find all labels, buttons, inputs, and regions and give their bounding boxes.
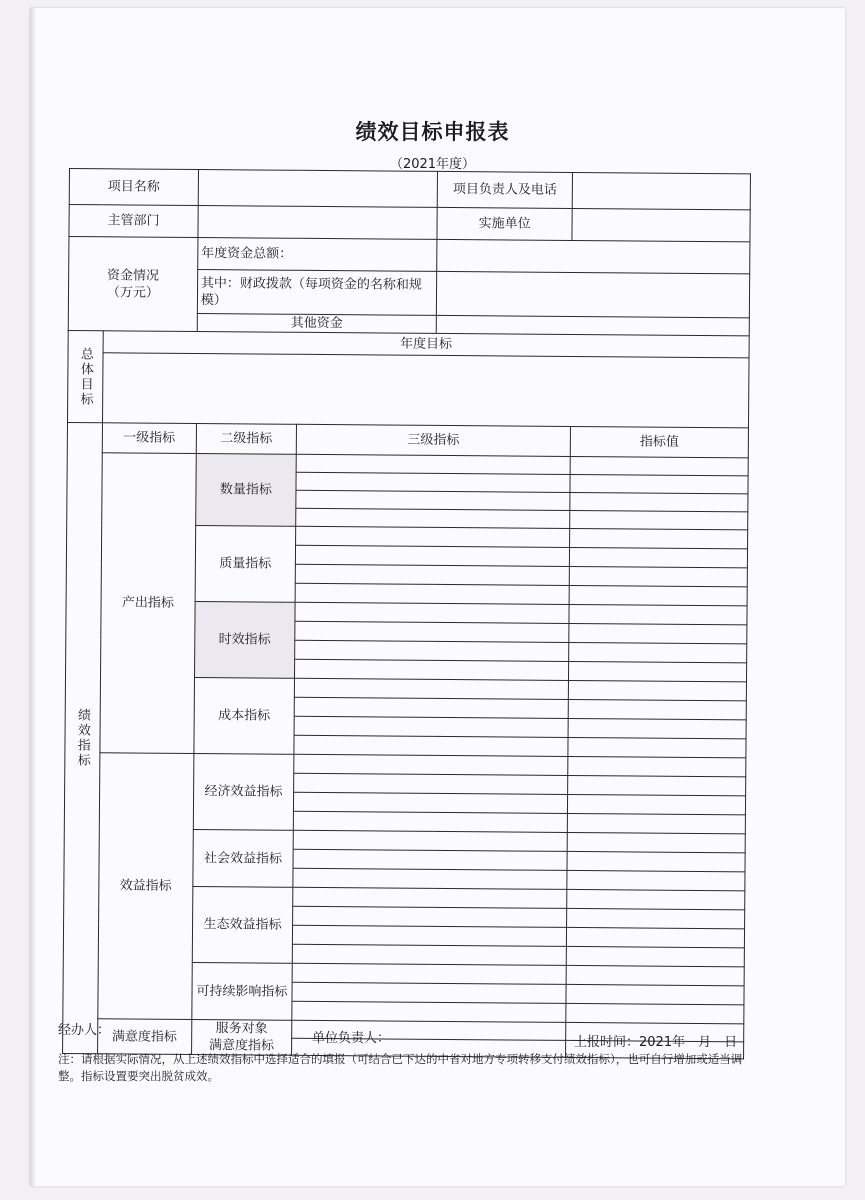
value-cell[interactable]: [569, 642, 747, 662]
other-funds-label: 其他资金: [197, 314, 436, 334]
value-cell[interactable]: [570, 456, 748, 475]
level3-cell[interactable]: [295, 621, 569, 642]
value-cell[interactable]: [569, 623, 747, 643]
value-cell[interactable]: [570, 474, 748, 493]
level1-header: 一级指标: [102, 423, 196, 454]
level2-sustainable: 可持续影响指标: [192, 962, 293, 1020]
annual-goal-header: 年度目标: [103, 331, 749, 358]
project-name-label: 项目名称: [69, 169, 198, 206]
level3-cell[interactable]: [294, 697, 568, 718]
value-cell[interactable]: [566, 984, 744, 1004]
value-cell[interactable]: [569, 547, 747, 567]
level3-cell[interactable]: [292, 1001, 566, 1022]
level2-economic: 经济效益指标: [193, 753, 294, 830]
value-cell[interactable]: [567, 794, 745, 814]
value-cell[interactable]: [566, 965, 744, 985]
value-cell[interactable]: [568, 756, 746, 776]
project-name-value[interactable]: [198, 170, 438, 208]
level3-cell[interactable]: [294, 716, 568, 737]
annual-goal-value[interactable]: [102, 353, 749, 428]
indicator-value-header: 指标值: [570, 426, 748, 457]
value-cell[interactable]: [567, 889, 745, 909]
funding-label: [68, 237, 198, 332]
funding-label-line2: （万元）: [106, 284, 160, 301]
department-label: 主管部门: [69, 205, 198, 238]
value-cell[interactable]: [569, 566, 747, 586]
unit-lead-label: 单位负责人：: [312, 1031, 391, 1046]
level2-timeliness: 时效指标: [194, 602, 295, 679]
service-line1: 服务对象: [215, 1021, 268, 1037]
level3-cell[interactable]: [293, 887, 567, 908]
level3-cell[interactable]: [293, 811, 567, 832]
level3-cell[interactable]: [292, 963, 566, 984]
level1-benefit: 效益指标: [98, 753, 194, 1020]
level3-cell[interactable]: [293, 792, 567, 813]
level3-cell[interactable]: [296, 472, 570, 492]
level2-header: 二级指标: [196, 424, 296, 455]
level2-quantity: 数量指标: [196, 454, 297, 527]
level3-cell[interactable]: [295, 602, 569, 623]
value-cell[interactable]: [566, 1003, 744, 1023]
project-lead-value[interactable]: [572, 172, 750, 209]
level2-service-satisfaction: [191, 1019, 291, 1055]
level3-cell[interactable]: [292, 944, 566, 965]
value-cell[interactable]: [569, 585, 747, 605]
form-year: （2021年度）: [389, 157, 476, 172]
level2-social: 社会效益指标: [193, 829, 294, 887]
value-cell[interactable]: [568, 718, 746, 738]
value-cell[interactable]: [568, 699, 746, 719]
level3-cell[interactable]: [295, 583, 569, 604]
fiscal-allocation-value[interactable]: [436, 271, 749, 317]
level3-cell[interactable]: [294, 754, 568, 775]
handler-label: 经办人：: [58, 1023, 111, 1038]
footnote: 注：请根据实际情况，从上述绩效指标中选择适合的填报（可结合已下达的中省对地方专项转移支付绩效指标），也可自行增加或适当调整。指标设置要突出脱贫成效。: [58, 1052, 743, 1083]
value-cell[interactable]: [569, 661, 747, 681]
level3-cell[interactable]: [295, 659, 569, 680]
level3-cell[interactable]: [295, 564, 569, 585]
value-cell[interactable]: [567, 851, 745, 871]
value-cell[interactable]: [566, 927, 744, 947]
fiscal-allocation-label: 其中：财政拨款（每项资金的名称和规模）: [197, 270, 437, 316]
level3-cell[interactable]: [295, 545, 569, 566]
project-lead-label: 项目负责人及电话: [437, 171, 572, 208]
value-cell[interactable]: [570, 510, 748, 529]
value-cell[interactable]: [568, 680, 746, 700]
performance-goal-table: [62, 168, 751, 1059]
report-time-label: 上报时间：2021年 月 日: [574, 1035, 738, 1050]
level2-ecological: 生态效益指标: [192, 886, 293, 963]
impl-unit-label: 实施单位: [437, 207, 572, 240]
value-cell[interactable]: [567, 813, 745, 833]
level3-cell[interactable]: [294, 735, 568, 756]
value-cell[interactable]: [566, 946, 744, 966]
level2-quality: 质量指标: [195, 526, 296, 603]
level3-cell[interactable]: [292, 982, 566, 1003]
level3-cell[interactable]: [294, 773, 568, 794]
level1-output: 产出指标: [100, 453, 196, 754]
level3-cell[interactable]: [296, 508, 570, 528]
annual-total-label: 年度资金总额：: [198, 238, 437, 272]
form-title: 绩效目标申报表: [355, 119, 510, 144]
department-value[interactable]: [198, 206, 437, 240]
value-cell[interactable]: [567, 908, 745, 928]
level3-cell[interactable]: [293, 830, 567, 851]
funding-label-line1: 资金情况: [107, 267, 160, 284]
value-cell[interactable]: [570, 492, 748, 511]
level3-header: 三级指标: [296, 424, 570, 456]
value-cell[interactable]: [570, 528, 748, 548]
value-cell[interactable]: [569, 604, 747, 624]
perf-indicators-label: 绩效指标: [63, 422, 103, 1053]
value-cell[interactable]: [568, 775, 746, 795]
level3-cell[interactable]: [296, 526, 570, 547]
level3-cell[interactable]: [296, 454, 570, 474]
overall-goal-label: 总体目标: [68, 330, 103, 422]
level3-cell[interactable]: [293, 868, 567, 889]
level3-cell[interactable]: [296, 490, 570, 510]
level1-satisfaction: 满意度指标: [97, 1019, 191, 1055]
annual-total-value[interactable]: [437, 239, 750, 273]
level3-cell[interactable]: [293, 906, 567, 927]
level2-cost: 成本指标: [194, 678, 295, 755]
value-cell[interactable]: [567, 870, 745, 890]
level3-cell[interactable]: [292, 925, 566, 946]
value-cell[interactable]: [567, 832, 745, 852]
level3-cell[interactable]: [293, 849, 567, 870]
level3-cell[interactable]: [294, 678, 568, 699]
service-line2: 满意度指标: [208, 1038, 275, 1054]
impl-unit-value[interactable]: [572, 208, 750, 241]
value-cell[interactable]: [568, 737, 746, 757]
level3-cell[interactable]: [295, 640, 569, 661]
paper-edge-shadow: [30, 8, 36, 1186]
